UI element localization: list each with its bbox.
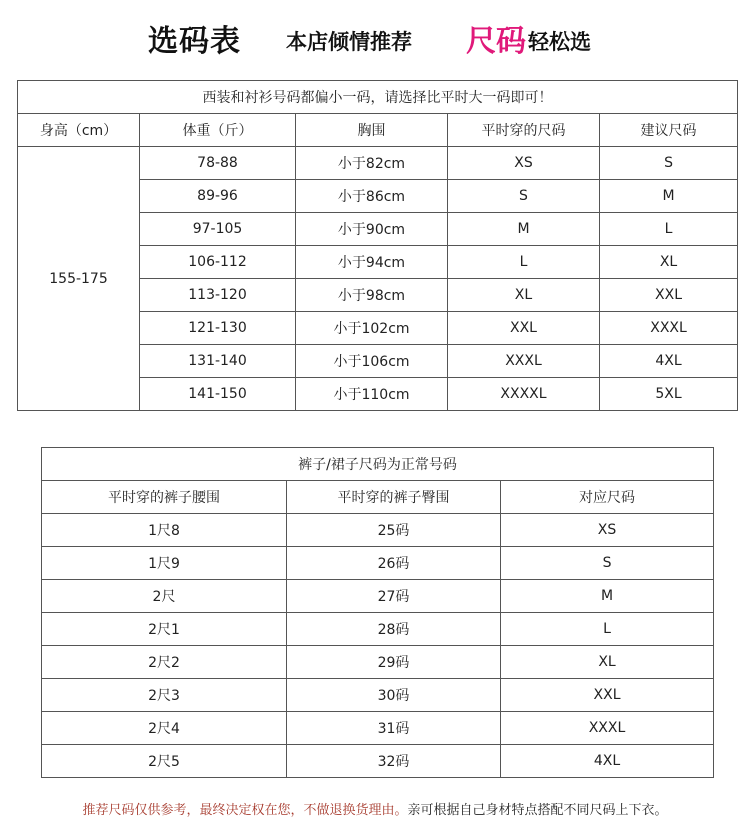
height-range-cell: 155-175 bbox=[18, 147, 140, 411]
suggested-size-cell: 5XL bbox=[600, 378, 738, 411]
top-table-row bbox=[18, 147, 738, 180]
top-size-table-body bbox=[18, 81, 738, 411]
weight-cell: 141-150 bbox=[140, 378, 296, 411]
header-height: 身高（cm） bbox=[18, 114, 140, 147]
weight-cell: 97-105 bbox=[140, 213, 296, 246]
waist-cell: 2尺2 bbox=[42, 646, 287, 679]
header-usual-size: 平时穿的尺码 bbox=[448, 114, 600, 147]
pants-table-row bbox=[42, 745, 714, 778]
suggested-size-cell: XXXL bbox=[600, 312, 738, 345]
waist-cell: 2尺1 bbox=[42, 613, 287, 646]
corresponding-size-cell: S bbox=[501, 547, 714, 580]
header-waist: 平时穿的裤子腰围 bbox=[42, 481, 287, 514]
waist-cell: 2尺5 bbox=[42, 745, 287, 778]
header-weight: 体重（斤） bbox=[140, 114, 296, 147]
chest-cell: 小于102cm bbox=[296, 312, 448, 345]
pants-table-row bbox=[42, 547, 714, 580]
corresponding-size-cell: XXL bbox=[501, 679, 714, 712]
corresponding-size-cell: 4XL bbox=[501, 745, 714, 778]
corresponding-size-cell: XS bbox=[501, 514, 714, 547]
suggested-size-cell: S bbox=[600, 147, 738, 180]
usual-size-cell: L bbox=[448, 246, 600, 279]
chest-cell: 小于82cm bbox=[296, 147, 448, 180]
header-suggested-size: 建议尺码 bbox=[600, 114, 738, 147]
chest-cell: 小于98cm bbox=[296, 279, 448, 312]
footer-note bbox=[0, 799, 750, 818]
pants-table-row bbox=[42, 712, 714, 745]
weight-cell: 113-120 bbox=[140, 279, 296, 312]
usual-size-cell: M bbox=[448, 213, 600, 246]
top-table-title-row bbox=[18, 81, 738, 114]
hip-cell: 29码 bbox=[287, 646, 501, 679]
hip-cell: 28码 bbox=[287, 613, 501, 646]
header-chest: 胸围 bbox=[296, 114, 448, 147]
weight-cell: 106-112 bbox=[140, 246, 296, 279]
top-size-table bbox=[17, 80, 738, 411]
suggested-size-cell: XL bbox=[600, 246, 738, 279]
waist-cell: 2尺3 bbox=[42, 679, 287, 712]
pants-table-row bbox=[42, 679, 714, 712]
suggested-size-cell: L bbox=[600, 213, 738, 246]
hip-cell: 32码 bbox=[287, 745, 501, 778]
usual-size-cell: XXL bbox=[448, 312, 600, 345]
usual-size-cell: XXXL bbox=[448, 345, 600, 378]
suggested-size-cell: 4XL bbox=[600, 345, 738, 378]
header-easy-word: 轻松选 bbox=[528, 30, 591, 54]
pants-size-table-body bbox=[42, 448, 714, 778]
usual-size-cell: XXXXL bbox=[448, 378, 600, 411]
hip-cell: 27码 bbox=[287, 580, 501, 613]
pants-table-row bbox=[42, 646, 714, 679]
pants-table-row bbox=[42, 580, 714, 613]
header-size-word: 尺码 bbox=[466, 24, 526, 59]
hip-cell: 30码 bbox=[287, 679, 501, 712]
header-hip: 平时穿的裤子臀围 bbox=[287, 481, 501, 514]
header-title: 选码表 bbox=[148, 24, 241, 59]
weight-cell: 131-140 bbox=[140, 345, 296, 378]
chest-cell: 小于86cm bbox=[296, 180, 448, 213]
header-corresponding-size: 对应尺码 bbox=[501, 481, 714, 514]
usual-size-cell: S bbox=[448, 180, 600, 213]
hip-cell: 31码 bbox=[287, 712, 501, 745]
chest-cell: 小于90cm bbox=[296, 213, 448, 246]
page-header bbox=[0, 14, 750, 64]
pants-size-table bbox=[41, 447, 714, 778]
suggested-size-cell: XXL bbox=[600, 279, 738, 312]
suggested-size-cell: M bbox=[600, 180, 738, 213]
pants-table-title-row bbox=[42, 448, 714, 481]
corresponding-size-cell: L bbox=[501, 613, 714, 646]
top-table-header-row bbox=[18, 114, 738, 147]
footer-dark-text: 亲可根据自己身材特点搭配不同尺码上下衣。 bbox=[407, 803, 668, 818]
header-subtitle: 本店倾情推荐 bbox=[286, 30, 412, 54]
footer-red-text: 推荐尺码仅供参考，最终决定权在您，不做退换货理由。 bbox=[82, 803, 408, 818]
usual-size-cell: XS bbox=[448, 147, 600, 180]
waist-cell: 2尺4 bbox=[42, 712, 287, 745]
weight-cell: 78-88 bbox=[140, 147, 296, 180]
waist-cell: 2尺 bbox=[42, 580, 287, 613]
top-table-title: 西装和衬衫号码都偏小一码，请选择比平时大一码即可！ bbox=[18, 81, 738, 114]
chest-cell: 小于110cm bbox=[296, 378, 448, 411]
pants-table-row bbox=[42, 613, 714, 646]
corresponding-size-cell: XXXL bbox=[501, 712, 714, 745]
waist-cell: 1尺8 bbox=[42, 514, 287, 547]
corresponding-size-cell: M bbox=[501, 580, 714, 613]
pants-table-header-row bbox=[42, 481, 714, 514]
corresponding-size-cell: XL bbox=[501, 646, 714, 679]
chest-cell: 小于106cm bbox=[296, 345, 448, 378]
weight-cell: 89-96 bbox=[140, 180, 296, 213]
hip-cell: 26码 bbox=[287, 547, 501, 580]
usual-size-cell: XL bbox=[448, 279, 600, 312]
waist-cell: 1尺9 bbox=[42, 547, 287, 580]
chest-cell: 小于94cm bbox=[296, 246, 448, 279]
weight-cell: 121-130 bbox=[140, 312, 296, 345]
hip-cell: 25码 bbox=[287, 514, 501, 547]
pants-table-title: 裤子/裙子尺码为正常号码 bbox=[42, 448, 714, 481]
pants-table-row bbox=[42, 514, 714, 547]
